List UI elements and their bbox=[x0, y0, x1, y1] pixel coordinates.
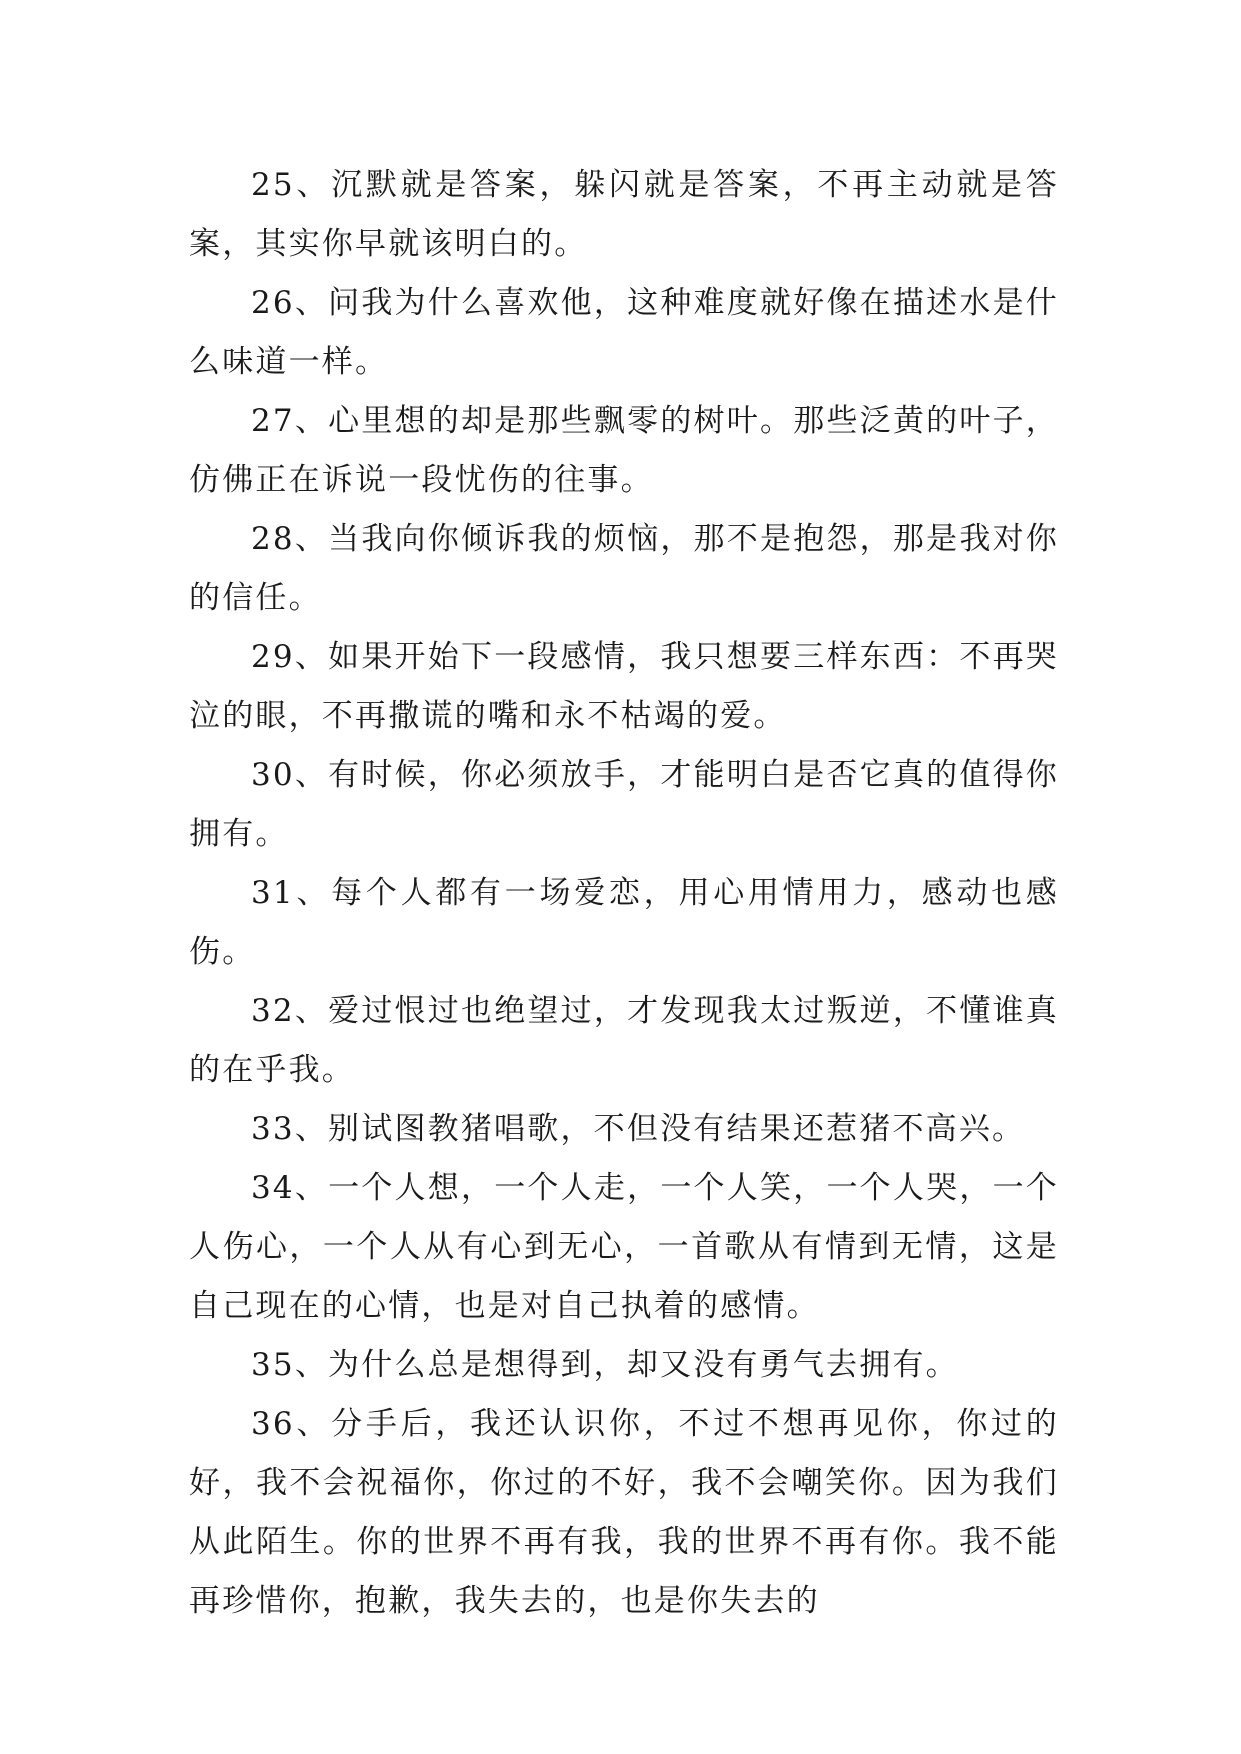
paragraph-30: 30、有时候，你必须放手，才能明白是否它真的值得你拥有。 bbox=[189, 757, 1059, 852]
paragraph-26: 26、问我为什么喜欢他，这种难度就好像在描述水是什么味道一样。 bbox=[189, 285, 1059, 380]
paragraph-25: 25、沉默就是答案，躲闪就是答案，不再主动就是答案，其实你早就该明白的。 bbox=[189, 167, 1059, 262]
paragraph-27: 27、心里想的却是那些飘零的树叶。那些泛黄的叶子，仿佛正在诉说一段忧伤的往事。 bbox=[189, 403, 1059, 498]
paragraph-32: 32、爱过恨过也绝望过，才发现我太过叛逆，不懂谁真的在乎我。 bbox=[189, 993, 1059, 1088]
paragraph-31: 31、每个人都有一场爱恋，用心用情用力，感动也感伤。 bbox=[189, 875, 1059, 970]
paragraph-36: 36、分手后，我还认识你，不过不想再见你，你过的好，我不会祝福你，你过的不好，我不会嘲笑你。因为我们从此陌生。你的世界不再有我，我的世界不再有你。我不能再珍惜你，抱歉，我失去的，也是你失去的 bbox=[189, 1406, 1059, 1619]
document-body bbox=[189, 156, 1059, 1631]
paragraph-34: 34、一个人想，一个人走，一个人笑，一个人哭，一个人伤心，一个人从有心到无心，一首歌从有情到无情，这是自己现在的心情，也是对自己执着的感情。 bbox=[189, 1170, 1059, 1324]
paragraph-35: 35、为什么总是想得到，却又没有勇气去拥有。 bbox=[251, 1347, 959, 1383]
paragraph-29: 29、如果开始下一段感情，我只想要三样东西：不再哭泣的眼，不再撒谎的嘴和永不枯竭的爱。 bbox=[189, 639, 1059, 734]
paragraph-28: 28、当我向你倾诉我的烦恼，那不是抱怨，那是我对你的信任。 bbox=[189, 521, 1059, 616]
paragraph-33: 33、别试图教猪唱歌，不但没有结果还惹猪不高兴。 bbox=[251, 1111, 1026, 1147]
